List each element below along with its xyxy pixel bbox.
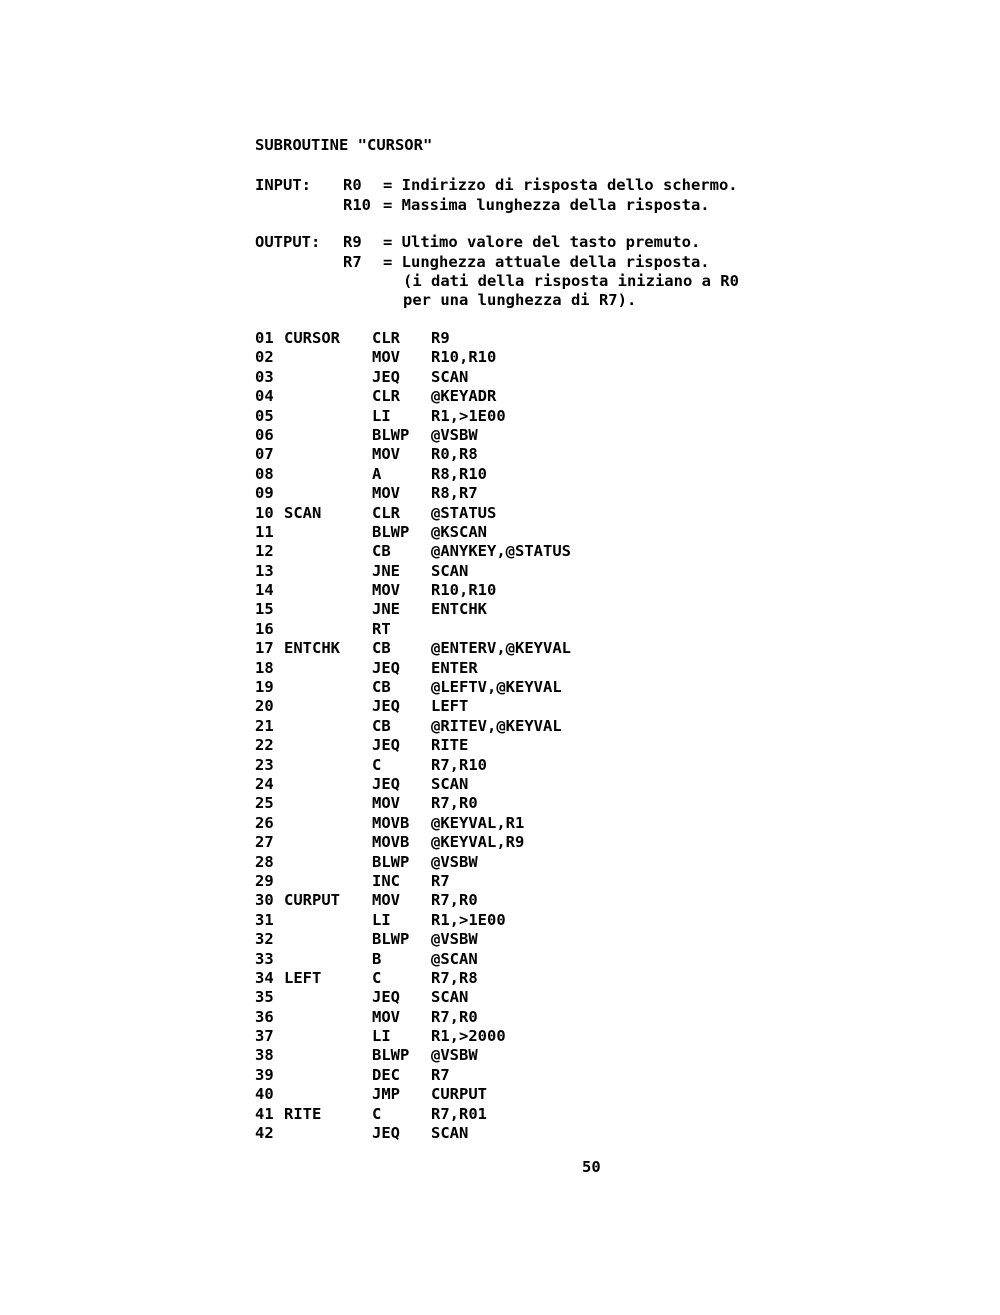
line-number: 28 bbox=[255, 852, 274, 871]
opcode: CLR bbox=[372, 387, 400, 406]
operand: R7,R8 bbox=[431, 968, 478, 987]
line-number: 19 bbox=[255, 678, 274, 697]
opcode: JNE bbox=[372, 561, 400, 580]
code-label: CURPUT bbox=[284, 891, 340, 910]
opcode: CLR bbox=[372, 329, 400, 347]
line-number: 39 bbox=[255, 1065, 274, 1084]
line-number: 11 bbox=[255, 522, 274, 541]
operand: SCAN bbox=[431, 1124, 469, 1143]
operand: R7,R0 bbox=[431, 891, 478, 910]
line-number: 38 bbox=[255, 1046, 274, 1065]
line-number: 41 bbox=[255, 1104, 274, 1123]
operand: R7,R01 bbox=[431, 1104, 487, 1123]
opcode: A bbox=[372, 464, 382, 483]
operand: LEFT bbox=[431, 697, 469, 716]
line-number: 08 bbox=[255, 464, 274, 483]
line-number: 31 bbox=[255, 910, 274, 929]
line-number: 13 bbox=[255, 561, 274, 580]
input-register: R0 bbox=[343, 176, 362, 194]
line-number: 01 bbox=[255, 329, 274, 347]
input-description: = Indirizzo di risposta dello schermo. bbox=[383, 176, 738, 194]
opcode: LI bbox=[372, 1027, 391, 1046]
line-number: 24 bbox=[255, 774, 274, 793]
operand: R1,>1E00 bbox=[431, 406, 506, 425]
line-number: 40 bbox=[255, 1085, 274, 1104]
line-number: 33 bbox=[255, 949, 274, 968]
opcode: JNE bbox=[372, 600, 400, 619]
operand: R7 bbox=[431, 1065, 450, 1084]
opcode: JEQ bbox=[372, 367, 400, 386]
operand: @ENTERV,@KEYVAL bbox=[431, 639, 571, 658]
output-register: R9 bbox=[343, 233, 362, 251]
input-register: R10 bbox=[343, 196, 371, 214]
line-number: 42 bbox=[255, 1124, 274, 1143]
operand: @VSBW bbox=[431, 1046, 478, 1065]
operand: R8,R7 bbox=[431, 484, 478, 503]
opcode: DEC bbox=[372, 1065, 400, 1084]
opcode: JEQ bbox=[372, 736, 400, 755]
line-number: 18 bbox=[255, 658, 274, 677]
operand: @KEYVAL,R1 bbox=[431, 813, 525, 832]
code-label: SCAN bbox=[284, 503, 322, 522]
operand: ENTCHK bbox=[431, 600, 487, 619]
operand: @VSBW bbox=[431, 930, 478, 949]
output-note: (i dati della risposta iniziano a R0 bbox=[403, 272, 739, 290]
line-number: 07 bbox=[255, 445, 274, 464]
operand: @LEFTV,@KEYVAL bbox=[431, 678, 562, 697]
operand: RITE bbox=[431, 736, 469, 755]
line-number: 03 bbox=[255, 367, 274, 386]
line-number: 05 bbox=[255, 406, 274, 425]
line-number: 02 bbox=[255, 348, 274, 367]
operand: @VSBW bbox=[431, 425, 478, 444]
opcode: LI bbox=[372, 910, 391, 929]
opcode: JEQ bbox=[372, 1124, 400, 1143]
opcode: CB bbox=[372, 678, 391, 697]
opcode: RT bbox=[372, 619, 391, 638]
opcode: MOV bbox=[372, 1007, 400, 1026]
opcode: LI bbox=[372, 406, 391, 425]
code-label: ENTCHK bbox=[284, 639, 340, 658]
opcode: BLWP bbox=[372, 852, 410, 871]
opcode: MOV bbox=[372, 348, 400, 367]
opcode: INC bbox=[372, 871, 400, 890]
operand: R9 bbox=[431, 329, 450, 347]
operand: @SCAN bbox=[431, 949, 478, 968]
output-description: = Ultimo valore del tasto premuto. bbox=[383, 233, 701, 251]
input-label: INPUT: bbox=[255, 176, 311, 194]
opcode: JEQ bbox=[372, 988, 400, 1007]
line-number: 27 bbox=[255, 833, 274, 852]
line-number: 16 bbox=[255, 619, 274, 638]
line-number: 15 bbox=[255, 600, 274, 619]
line-number: 09 bbox=[255, 484, 274, 503]
opcode: MOV bbox=[372, 484, 400, 503]
opcode: CB bbox=[372, 716, 391, 735]
operand: @KSCAN bbox=[431, 522, 487, 541]
line-number: 37 bbox=[255, 1027, 274, 1046]
opcode: JEQ bbox=[372, 658, 400, 677]
code-label: RITE bbox=[284, 1104, 322, 1123]
code-label: LEFT bbox=[284, 968, 322, 987]
line-number: 36 bbox=[255, 1007, 274, 1026]
output-register: R7 bbox=[343, 253, 362, 271]
operand: R10,R10 bbox=[431, 348, 497, 367]
line-number: 29 bbox=[255, 871, 274, 890]
output-note: per una lunghezza di R7). bbox=[403, 291, 637, 309]
line-number: 10 bbox=[255, 503, 274, 522]
operand: SCAN bbox=[431, 988, 469, 1007]
opcode: BLWP bbox=[372, 1046, 410, 1065]
line-number: 14 bbox=[255, 581, 274, 600]
operand: R10,R10 bbox=[431, 581, 497, 600]
opcode: B bbox=[372, 949, 382, 968]
line-number: 12 bbox=[255, 542, 274, 561]
opcode: MOVB bbox=[372, 813, 410, 832]
operand: R1,>1E00 bbox=[431, 910, 506, 929]
page-title: SUBROUTINE "CURSOR" bbox=[255, 136, 433, 154]
page-number: 50 bbox=[582, 1158, 601, 1176]
operand: @ANYKEY,@STATUS bbox=[431, 542, 571, 561]
output-description: = Lunghezza attuale della risposta. bbox=[383, 253, 710, 271]
line-number: 30 bbox=[255, 891, 274, 910]
opcode: MOV bbox=[372, 581, 400, 600]
operand: R7 bbox=[431, 871, 450, 890]
opcode: MOV bbox=[372, 891, 400, 910]
operand: SCAN bbox=[431, 561, 469, 580]
operand: @RITEV,@KEYVAL bbox=[431, 716, 562, 735]
operand: R8,R10 bbox=[431, 464, 487, 483]
opcode: MOV bbox=[372, 794, 400, 813]
line-number: 32 bbox=[255, 930, 274, 949]
line-number: 20 bbox=[255, 697, 274, 716]
code-label: CURSOR bbox=[284, 329, 340, 347]
line-number: 26 bbox=[255, 813, 274, 832]
line-number: 22 bbox=[255, 736, 274, 755]
line-number: 04 bbox=[255, 387, 274, 406]
operand: SCAN bbox=[431, 774, 469, 793]
operand: @KEYVAL,R9 bbox=[431, 833, 525, 852]
opcode: CLR bbox=[372, 503, 400, 522]
line-number: 34 bbox=[255, 968, 274, 987]
opcode: BLWP bbox=[372, 522, 410, 541]
opcode: MOVB bbox=[372, 833, 410, 852]
opcode: BLWP bbox=[372, 930, 410, 949]
opcode: JEQ bbox=[372, 697, 400, 716]
operand: R7,R0 bbox=[431, 1007, 478, 1026]
line-number: 25 bbox=[255, 794, 274, 813]
operand: R7,R0 bbox=[431, 794, 478, 813]
line-number: 17 bbox=[255, 639, 274, 658]
line-number: 06 bbox=[255, 425, 274, 444]
opcode: C bbox=[372, 1104, 382, 1123]
opcode: JEQ bbox=[372, 774, 400, 793]
opcode: CB bbox=[372, 639, 391, 658]
operand: @KEYADR bbox=[431, 387, 497, 406]
operand: R7,R10 bbox=[431, 755, 487, 774]
opcode: CB bbox=[372, 542, 391, 561]
line-number: 23 bbox=[255, 755, 274, 774]
operand: R1,>2000 bbox=[431, 1027, 506, 1046]
operand: ENTER bbox=[431, 658, 478, 677]
opcode: JMP bbox=[372, 1085, 400, 1104]
input-description: = Massima lunghezza della risposta. bbox=[383, 196, 710, 214]
output-label: OUTPUT: bbox=[255, 233, 321, 251]
opcode: BLWP bbox=[372, 425, 410, 444]
operand: R0,R8 bbox=[431, 445, 478, 464]
operand: SCAN bbox=[431, 367, 469, 386]
operand: @VSBW bbox=[431, 852, 478, 871]
line-number: 35 bbox=[255, 988, 274, 1007]
operand: @STATUS bbox=[431, 503, 497, 522]
line-number: 21 bbox=[255, 716, 274, 735]
opcode: C bbox=[372, 968, 382, 987]
operand: CURPUT bbox=[431, 1085, 487, 1104]
opcode: MOV bbox=[372, 445, 400, 464]
opcode: C bbox=[372, 755, 382, 774]
